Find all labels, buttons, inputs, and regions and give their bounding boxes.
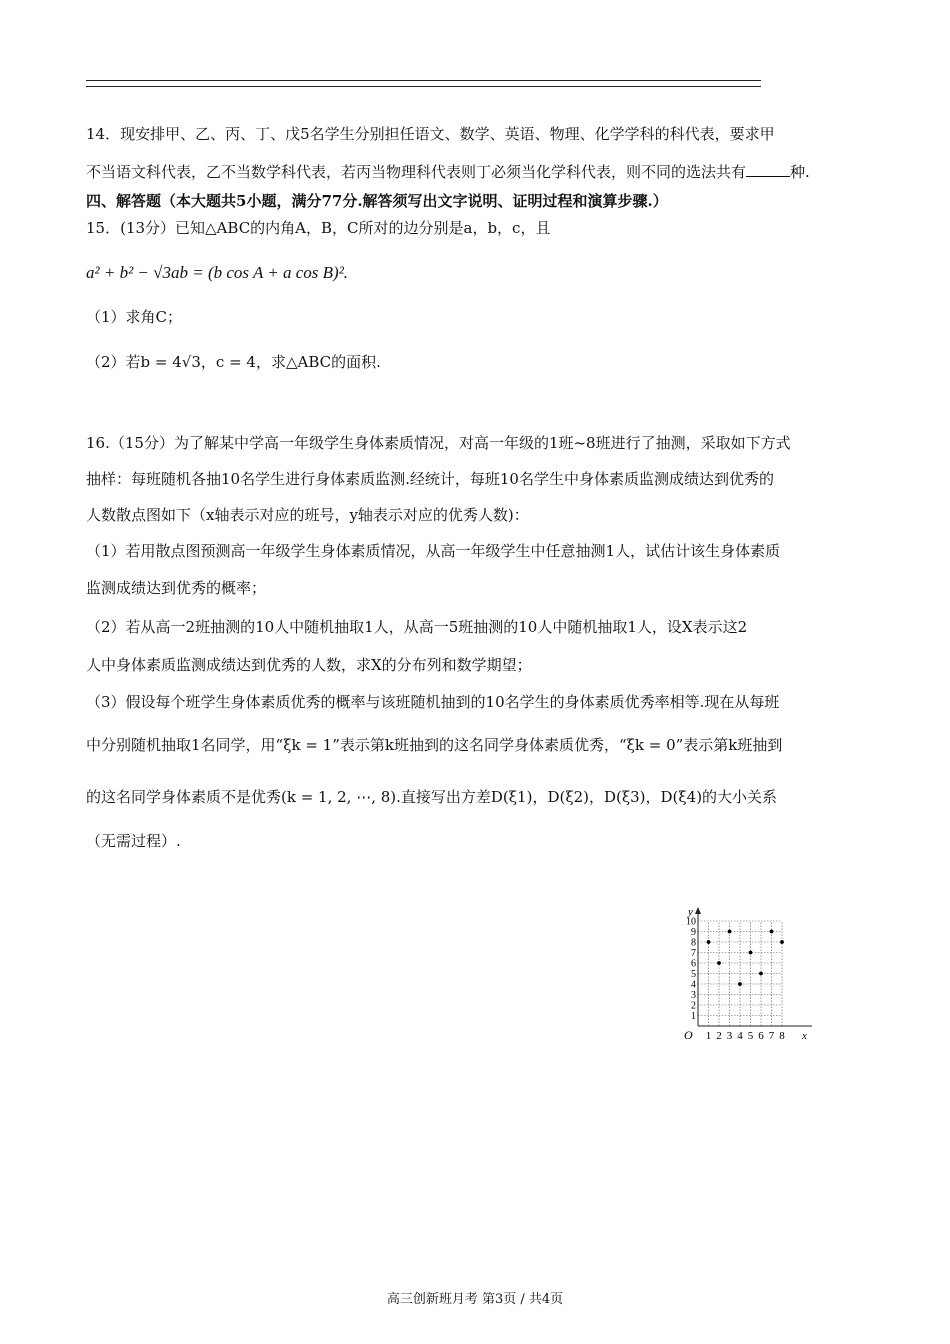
page-footer: 高三创新班月考 第3页 / 共4页 [386,1292,564,1307]
data-point [707,940,711,944]
q16-line1: 16.（15分）为了解某中学高一年级学生身体素质情况，对高一年级的1班~8班进行了抽测，采取如下方式 [86,434,791,452]
x-tick-label: 8 [779,1030,785,1042]
q16-part2-a: （2）若从高一2班抽测的10人中随机抽取1人，从高一5班抽测的10人中随机抽取1人，设X表示这2 [86,618,748,636]
y-tick-label: 9 [691,927,696,938]
q14-line2-text: 不当语文科代表，乙不当数学科代表，若丙当物理科代表则丁必须当化学科代表，则不同的选法共有 [86,163,747,181]
q15-formula: a² + b² − √3ab = (b cos A + a cos B)². [86,263,349,282]
y-tick-label: 3 [691,990,696,1001]
chart-grid [698,921,782,1026]
answer-blank [746,162,790,177]
q15-line1: 15．(13分）已知△ABC的内角A，B，C所对的边分别是a，b，c，且 [86,219,551,237]
x-tick-label: 1 [705,1030,712,1042]
q15-part2: （2）若b = 4√3，c = 4，求△ABC的面积. [86,353,381,371]
x-axis-label: x [802,1030,807,1042]
q14-line2 [86,162,810,182]
y-tick-label: 10 [686,916,696,928]
origin-label: O [684,1028,693,1042]
data-point [780,940,784,944]
section-heading: 四、解答题（本大题共5小题，满分77分.解答须写出文字说明、证明过程和演算步骤.） [86,192,668,210]
q14-line1: 14．现安排甲、乙、丙、丁、戊5名学生分别担任语文、数学、英语、物理、化学学科的科代表，要求甲 [86,125,775,143]
chart-points [707,930,784,986]
y-tick-label: 4 [691,979,696,991]
data-point [749,951,753,955]
q16-line2: 抽样：每班随机各抽10名学生进行身体素质监测.经统计，每班10名学生中身体素质监测成绩达到优秀的 [86,470,774,488]
x-tick-label: 4 [737,1030,743,1042]
x-tick-label: 5 [747,1030,754,1042]
chart-axes [684,906,812,1042]
q16-part1-a: （1）若用散点图预测高一年级学生身体素质情况，从高一年级学生中任意抽测1人，试估计该生身体素质 [86,542,781,560]
data-point [728,930,732,934]
q15-part1: （1）求角C； [86,308,183,326]
header-rule-bottom [86,86,761,87]
y-tick-label: 7 [691,948,696,959]
scatter-chart [672,898,812,1048]
y-tick-label: 8 [691,937,696,949]
q16-part3-b: 中分别随机抽取1名同学，用“ξk = 1”表示第k班抽到的这名同学身体素质优秀，“ξk = 0”表示第k班抽到 [86,736,783,754]
data-point [770,930,774,934]
q14-line2-tail: 种. [790,163,810,181]
q16-part3-a: （3）假设每个班学生身体素质优秀的概率与该班随机抽到的10名学生的身体素质优秀率相等.现在从每班 [86,693,780,711]
y-tick-label: 5 [691,969,696,980]
x-tick-label: 6 [758,1030,764,1042]
y-axis-label: y [688,906,693,918]
x-tick-label: 7 [768,1030,775,1042]
chart-ticks [686,917,785,1043]
y-axis-arrow [695,907,701,914]
data-point [717,961,721,965]
q16-line3: 人数散点图如下（x轴表示对应的班号，y轴表示对应的优秀人数)： [86,506,529,524]
y-tick-label: 6 [691,958,696,970]
y-tick-label: 2 [691,1000,696,1012]
q16-part3-d: （无需过程）. [86,832,181,850]
q16-part1-b: 监测成绩达到优秀的概率； [86,579,267,597]
header-rule-top [86,80,761,81]
x-tick-label: 3 [726,1030,733,1042]
data-point [738,982,742,986]
y-tick-label: 1 [691,1011,696,1022]
data-point [759,972,763,976]
q16-part3-c: 的这名同学身体素质不是优秀(k = 1, 2, ⋯, 8).直接写出方差D(ξ1)，D(ξ2)，D(ξ3)，D(ξ4)的大小关系 [86,788,778,806]
q16-part2-b: 人中身体素质监测成绩达到优秀的人数，求X的分布列和数学期望； [86,656,532,674]
x-tick-label: 2 [716,1030,722,1042]
